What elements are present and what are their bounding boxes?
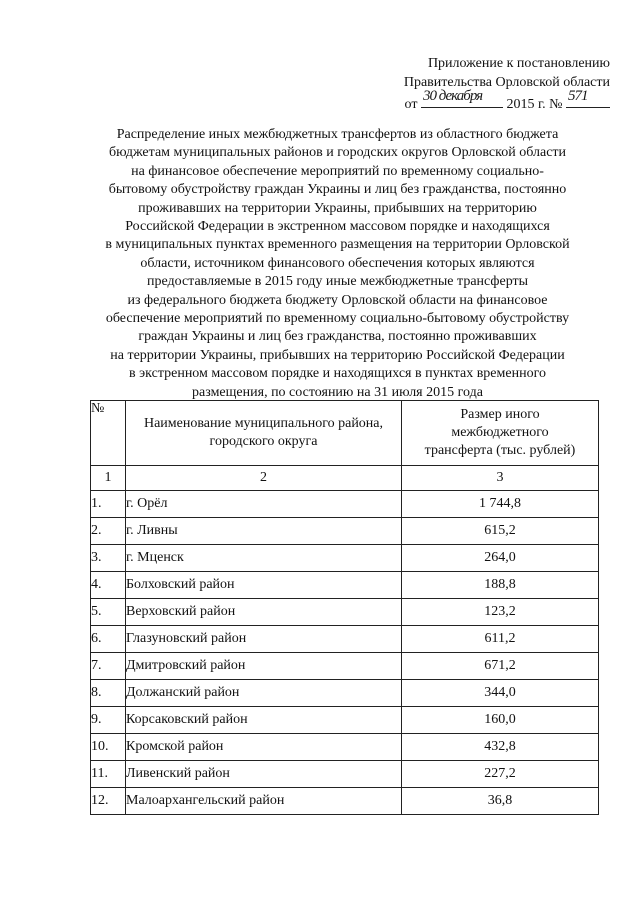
table-header-row	[91, 401, 599, 466]
title-line: предоставляемые в 2015 году иные межбюджетные трансферты	[146, 274, 529, 290]
transfer-amount: 160,0	[402, 707, 599, 734]
district-name: Дмитровский район	[126, 653, 402, 680]
row-number: 5.	[91, 599, 126, 626]
title-line: в муниципальных пунктах временного размещения на территории Орловской	[105, 237, 570, 253]
header-number: №	[91, 401, 126, 466]
table-row	[91, 545, 599, 572]
table-row	[91, 707, 599, 734]
title-line: бытовому обустройству граждан Украины и лиц без гражданства, постоянно	[108, 182, 567, 198]
title-line: бюджетам муниципальных районов и городских округов Орловской области	[108, 145, 567, 161]
table-row	[91, 518, 599, 545]
from-label: от	[404, 97, 418, 112]
attachment-header	[360, 54, 610, 114]
index-cell: 2	[126, 466, 402, 491]
handwritten-date: 30 декабря	[421, 92, 503, 108]
district-name: г. Орёл	[126, 491, 402, 518]
row-number: 10.	[91, 734, 126, 761]
title-line: Распределение иных межбюджетных трансфертов из областного бюджета	[116, 127, 559, 142]
title-line: в экстренном массовом порядке и находящихся в пунктах временного	[129, 366, 546, 382]
title-line: на территории Украины, прибывших на территорию Российской Федерации	[110, 347, 565, 363]
table-row	[91, 788, 599, 815]
table-row	[91, 680, 599, 707]
table-row	[91, 491, 599, 518]
row-number: 12.	[91, 788, 126, 815]
row-number: 6.	[91, 626, 126, 653]
transfer-table	[90, 400, 599, 815]
transfer-amount: 611,2	[402, 626, 599, 653]
transfer-amount: 264,0	[402, 545, 599, 572]
transfer-amount: 1 744,8	[402, 491, 599, 518]
district-name: Корсаковский район	[126, 707, 402, 734]
transfer-amount: 671,2	[402, 653, 599, 680]
title-line: размещения, по состоянию на 31 июля 2015 года	[192, 384, 483, 400]
table-row	[91, 653, 599, 680]
header-district-name: Наименование муниципального района, городского округа	[126, 401, 402, 466]
title-line: Российской Федерации в экстренном массовом порядке и находящихся	[125, 219, 550, 235]
row-number: 3.	[91, 545, 126, 572]
transfer-amount: 123,2	[402, 599, 599, 626]
row-number: 11.	[91, 761, 126, 788]
attachment-line-1: Приложение к постановлению	[427, 56, 610, 71]
title-line: на финансовое обеспечение мероприятий по временному социально-	[131, 163, 544, 179]
transfer-amount: 344,0	[402, 680, 599, 707]
title-line: обеспечение мероприятий по временному социально-бытовому обустройству	[105, 311, 570, 327]
table-row	[91, 599, 599, 626]
table-row	[91, 761, 599, 788]
table-index-row	[91, 466, 599, 491]
row-number: 9.	[91, 707, 126, 734]
district-name: Ливенский район	[126, 761, 402, 788]
row-number: 1.	[91, 491, 126, 518]
table-row	[91, 572, 599, 599]
district-name: Малоархангельский район	[126, 788, 402, 815]
attachment-date-line	[360, 88, 610, 114]
district-name: Верховский район	[126, 599, 402, 626]
row-number: 4.	[91, 572, 126, 599]
district-name: Глазуновский район	[126, 626, 402, 653]
table-row	[91, 626, 599, 653]
district-name: г. Мценск	[126, 545, 402, 572]
title-line: граждан Украины и лиц без гражданства, постоянно проживавших	[138, 329, 537, 345]
transfer-amount: 188,8	[402, 572, 599, 599]
row-number: 2.	[91, 518, 126, 545]
transfer-amount: 432,8	[402, 734, 599, 761]
document-title	[60, 126, 615, 402]
title-line: из федерального бюджета бюджету Орловской области на финансовое	[127, 292, 548, 308]
attachment-line-2: Правительства Орловской области	[403, 75, 610, 90]
header-transfer-amount: Размер иного межбюджетного трансферта (тыс. рублей)	[402, 401, 599, 466]
row-number: 7.	[91, 653, 126, 680]
transfer-amount: 227,2	[402, 761, 599, 788]
handwritten-number: 571	[566, 92, 610, 108]
index-cell: 3	[402, 466, 599, 491]
title-line: проживавших на территории Украины, прибывших на территорию	[138, 200, 537, 216]
row-number: 8.	[91, 680, 126, 707]
district-name: Кромской район	[126, 734, 402, 761]
year-number-label: 2015 г. №	[506, 97, 563, 112]
transfer-amount: 36,8	[402, 788, 599, 815]
title-line: области, источником финансового обеспечения которых являются	[140, 255, 535, 271]
district-name: Должанский район	[126, 680, 402, 707]
table-row	[91, 734, 599, 761]
transfer-amount: 615,2	[402, 518, 599, 545]
district-name: Болховский район	[126, 572, 402, 599]
district-name: г. Ливны	[126, 518, 402, 545]
index-cell: 1	[91, 466, 126, 491]
